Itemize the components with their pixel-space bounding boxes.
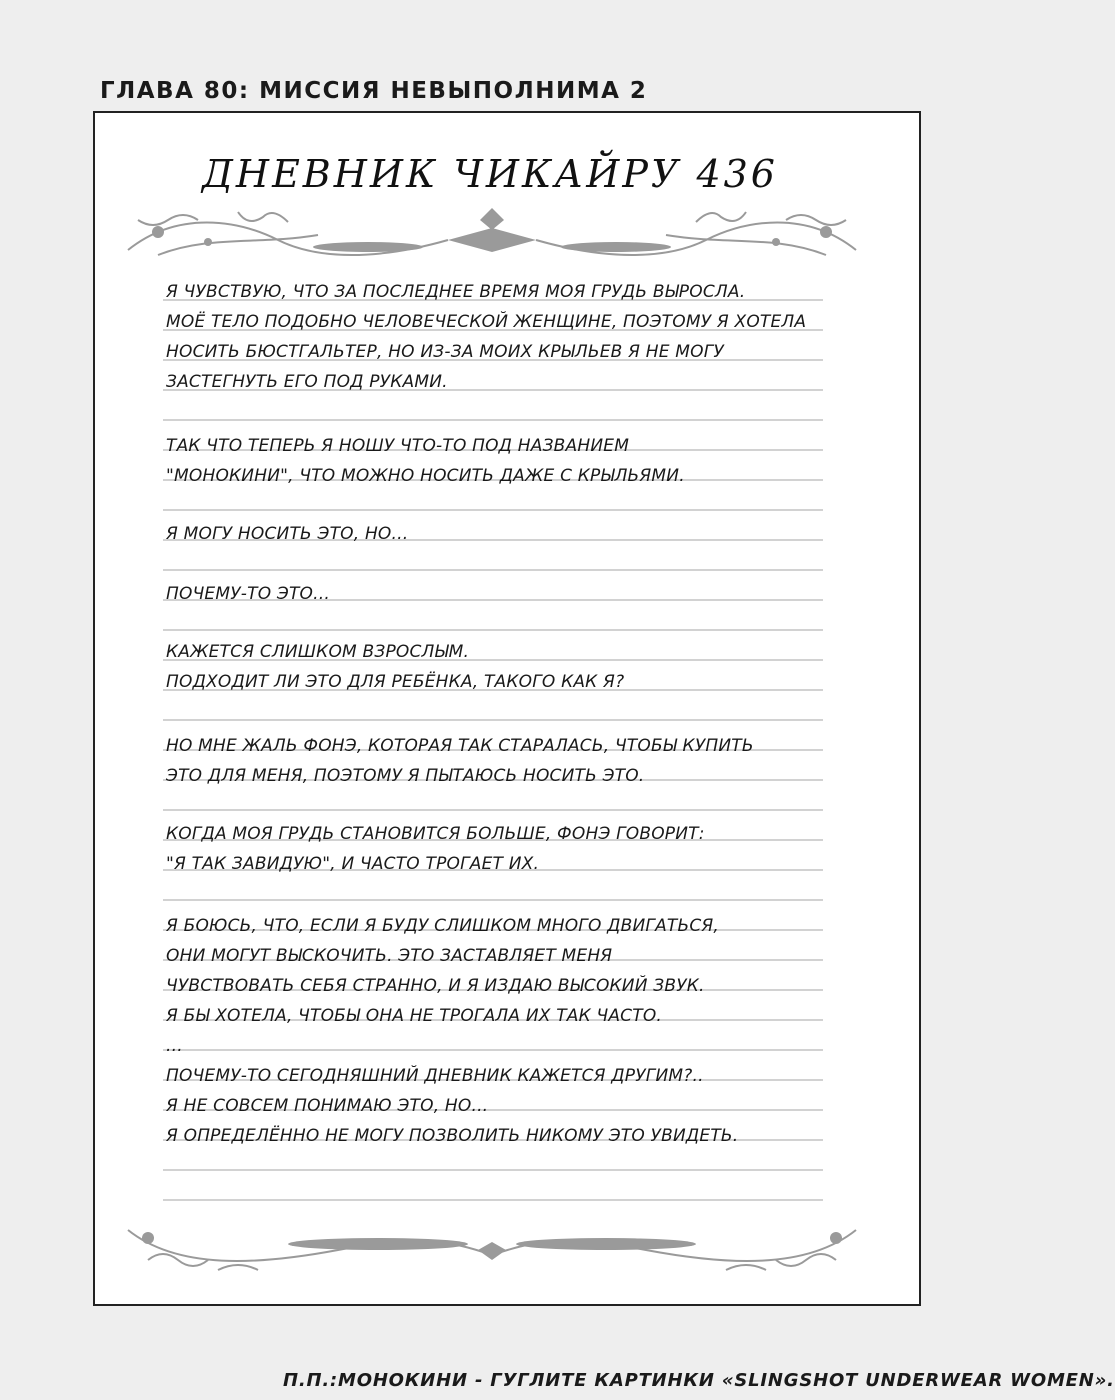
diary-line: ПОДХОДИТ ЛИ ЭТО ДЛЯ РЕБЁНКА, ТАКОГО КАК Я?	[166, 672, 625, 692]
chapter-title: ГЛАВА 80: МИССИЯ НЕВЫПОЛНИМА 2	[100, 78, 648, 104]
diary-line: МОЁ ТЕЛО ПОДОБНО ЧЕЛОВЕЧЕСКОЙ ЖЕНЩИНЕ, ПОЭТОМУ Я ХОТЕЛА	[166, 312, 807, 332]
diary-line: ЗАСТЕГНУТЬ ЕГО ПОД РУКАМИ.	[166, 372, 448, 392]
diary-title: ДНЕВНИК ЧИКАЙРУ 436	[202, 152, 778, 196]
translator-note: П.П.:МОНОКИНИ - ГУГЛИТЕ КАРТИНКИ «SLINGSHOT UNDERWEAR WOMEN».	[283, 1370, 1115, 1391]
diary-line: Я НЕ СОВСЕМ ПОНИМАЮ ЭТО, НО...	[166, 1096, 489, 1116]
diary-line: Я ОПРЕДЕЛЁННО НЕ МОГУ ПОЗВОЛИТЬ НИКОМУ ЭТО УВИДЕТЬ.	[166, 1126, 739, 1146]
diary-line: "МОНОКИНИ", ЧТО МОЖНО НОСИТЬ ДАЖЕ С КРЫЛЬЯМИ.	[166, 466, 685, 486]
diary-line: КАЖЕТСЯ СЛИШКОМ ВЗРОСЛЫМ.	[166, 642, 470, 662]
diary-line: Я БОЮСЬ, ЧТО, ЕСЛИ Я БУДУ СЛИШКОМ МНОГО ДВИГАТЬСЯ,	[166, 916, 720, 936]
diary-line: НОСИТЬ БЮСТГАЛЬТЕР, НО ИЗ-ЗА МОИХ КРЫЛЬЕВ Я НЕ МОГУ	[166, 342, 724, 362]
diary-line: ЧУВСТВОВАТЬ СЕБЯ СТРАННО, И Я ИЗДАЮ ВЫСОКИЙ ЗВУК.	[166, 976, 705, 996]
diary-line: Я ЧУВСТВУЮ, ЧТО ЗА ПОСЛЕДНЕЕ ВРЕМЯ МОЯ ГРУДЬ ВЫРОСЛА.	[166, 282, 746, 302]
ornament-bottom-icon	[118, 1220, 866, 1280]
diary-line: ПОЧЕМУ-ТО СЕГОДНЯШНИЙ ДНЕВНИК КАЖЕТСЯ ДРУГИМ?..	[166, 1066, 704, 1086]
ornament-top-icon	[118, 200, 866, 270]
diary-line: ЭТО ДЛЯ МЕНЯ, ПОЭТОМУ Я ПЫТАЮСЬ НОСИТЬ ЭТО.	[166, 766, 645, 786]
diary-line: Я МОГУ НОСИТЬ ЭТО, НО...	[166, 524, 409, 544]
diary-line: КОГДА МОЯ ГРУДЬ СТАНОВИТСЯ БОЛЬШЕ, ФОНЭ ГОВОРИТ:	[166, 824, 705, 844]
diary-line: НО МНЕ ЖАЛЬ ФОНЭ, КОТОРАЯ ТАК СТАРАЛАСЬ, ЧТОБЫ КУПИТЬ	[166, 736, 754, 756]
diary-line: "Я ТАК ЗАВИДУЮ", И ЧАСТО ТРОГАЕТ ИХ.	[166, 854, 540, 874]
diary-line: ОНИ МОГУТ ВЫСКОЧИТЬ. ЭТО ЗАСТАВЛЯЕТ МЕНЯ	[166, 946, 613, 966]
diary-line: ПОЧЕМУ-ТО ЭТО...	[166, 584, 330, 604]
diary-line: ТАК ЧТО ТЕПЕРЬ Я НОШУ ЧТО-ТО ПОД НАЗВАНИЕМ	[166, 436, 630, 456]
diary-line: ...	[166, 1036, 183, 1056]
diary-line: Я БЫ ХОТЕЛА, ЧТОБЫ ОНА НЕ ТРОГАЛА ИХ ТАК ЧАСТО.	[166, 1006, 662, 1026]
